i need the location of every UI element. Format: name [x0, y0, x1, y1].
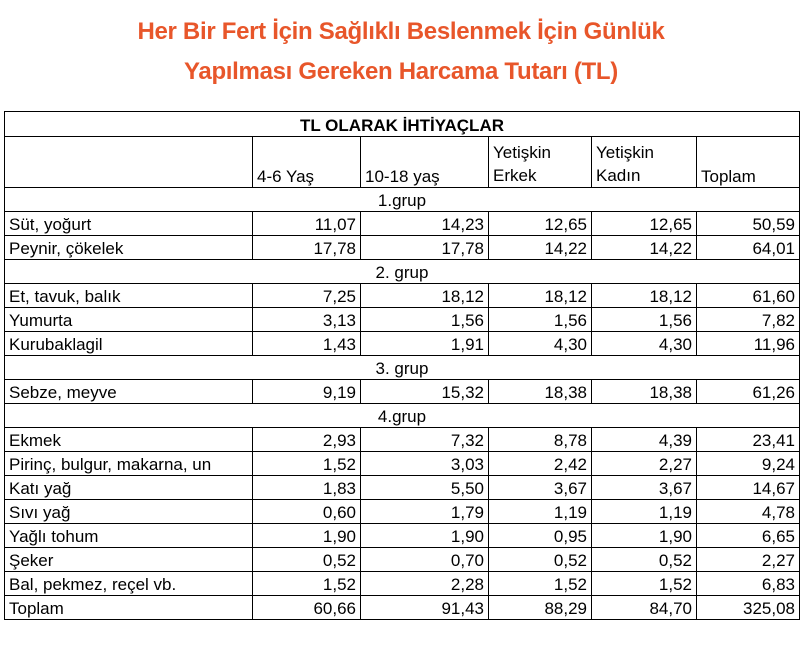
- row-value-cell: 6,65: [697, 524, 800, 548]
- column-header-yetiskin-kadin: [592, 137, 697, 188]
- total-value-cell: 84,70: [592, 596, 697, 620]
- row-value-cell: 1,56: [361, 308, 489, 332]
- row-value-cell: 18,38: [592, 380, 697, 404]
- row-value-cell: 18,38: [489, 380, 592, 404]
- row-value-cell: 1,56: [489, 308, 592, 332]
- row-item-name: Süt, yoğurt: [5, 212, 253, 236]
- column-header-line: Yetişkin: [493, 143, 551, 162]
- group-header-row: [5, 404, 800, 428]
- row-item-name: Şeker: [5, 548, 253, 572]
- row-value-cell: 6,83: [697, 572, 800, 596]
- column-header-line: Erkek: [493, 166, 537, 185]
- group-label: 1.grup: [5, 188, 800, 212]
- row-value-cell: 1,56: [592, 308, 697, 332]
- row-value-cell: 11,96: [697, 332, 800, 356]
- table-row: [5, 380, 800, 404]
- group-label: 4.grup: [5, 404, 800, 428]
- column-header-4-6-yas: 4-6 Yaş: [253, 137, 361, 188]
- row-value-cell: 4,78: [697, 500, 800, 524]
- group-header-row: [5, 356, 800, 380]
- row-value-cell: 3,03: [361, 452, 489, 476]
- group-label: 3. grup: [5, 356, 800, 380]
- row-value-cell: 9,19: [253, 380, 361, 404]
- row-value-cell: 1,83: [253, 476, 361, 500]
- row-value-cell: 3,13: [253, 308, 361, 332]
- row-item-name: Ekmek: [5, 428, 253, 452]
- row-item-name: Yağlı tohum: [5, 524, 253, 548]
- total-value-cell: 60,66: [253, 596, 361, 620]
- row-value-cell: 0,52: [253, 548, 361, 572]
- row-value-cell: 1,19: [489, 500, 592, 524]
- table-row: [5, 308, 800, 332]
- table-row: [5, 548, 800, 572]
- row-value-cell: 17,78: [361, 236, 489, 260]
- row-value-cell: 0,52: [489, 548, 592, 572]
- row-value-cell: 14,22: [592, 236, 697, 260]
- page-title-line-2: Yapılması Gereken Harcama Tutarı (TL): [184, 58, 618, 85]
- table-row: [5, 476, 800, 500]
- row-value-cell: 14,67: [697, 476, 800, 500]
- row-value-cell: 18,12: [489, 284, 592, 308]
- table-row: [5, 452, 800, 476]
- row-item-name: Bal, pekmez, reçel vb.: [5, 572, 253, 596]
- expense-table: [4, 111, 800, 620]
- row-item-name: Et, tavuk, balık: [5, 284, 253, 308]
- row-value-cell: 0,60: [253, 500, 361, 524]
- row-value-cell: 4,30: [489, 332, 592, 356]
- row-value-cell: 12,65: [592, 212, 697, 236]
- row-value-cell: 0,70: [361, 548, 489, 572]
- row-value-cell: 3,67: [489, 476, 592, 500]
- row-value-cell: 5,50: [361, 476, 489, 500]
- column-header-yetiskin-erkek: [489, 137, 592, 188]
- row-value-cell: 12,65: [489, 212, 592, 236]
- total-value-cell: 88,29: [489, 596, 592, 620]
- row-value-cell: 2,42: [489, 452, 592, 476]
- row-item-name: Katı yağ: [5, 476, 253, 500]
- row-value-cell: 1,19: [592, 500, 697, 524]
- total-row: [5, 596, 800, 620]
- column-header-toplam: Toplam: [697, 137, 800, 188]
- row-value-cell: 18,12: [592, 284, 697, 308]
- row-item-name: Pirinç, bulgur, makarna, un: [5, 452, 253, 476]
- column-header-10-18-yas: 10-18 yaş: [361, 137, 489, 188]
- table-row: [5, 500, 800, 524]
- table-row: [5, 284, 800, 308]
- table-row: [5, 236, 800, 260]
- row-value-cell: 61,26: [697, 380, 800, 404]
- row-value-cell: 14,23: [361, 212, 489, 236]
- row-value-cell: 50,59: [697, 212, 800, 236]
- row-value-cell: 7,25: [253, 284, 361, 308]
- column-header-item: [5, 137, 253, 188]
- column-header-row: [5, 137, 800, 188]
- row-value-cell: 0,95: [489, 524, 592, 548]
- row-value-cell: 1,90: [592, 524, 697, 548]
- row-value-cell: 1,90: [361, 524, 489, 548]
- total-label: Toplam: [5, 596, 253, 620]
- table-row: [5, 572, 800, 596]
- row-value-cell: 1,52: [592, 572, 697, 596]
- row-value-cell: 2,28: [361, 572, 489, 596]
- row-value-cell: 14,22: [489, 236, 592, 260]
- table-row: [5, 524, 800, 548]
- row-item-name: Sıvı yağ: [5, 500, 253, 524]
- row-value-cell: 1,79: [361, 500, 489, 524]
- row-value-cell: 2,27: [697, 548, 800, 572]
- table-row: [5, 212, 800, 236]
- row-value-cell: 11,07: [253, 212, 361, 236]
- row-item-name: Peynir, çökelek: [5, 236, 253, 260]
- row-value-cell: 1,52: [253, 572, 361, 596]
- column-header-line: Yetişkin: [596, 143, 654, 162]
- row-value-cell: 1,90: [253, 524, 361, 548]
- row-value-cell: 1,52: [489, 572, 592, 596]
- page-title-line-1: Her Bir Fert İçin Sağlıklı Beslenmek İçin Günlük: [137, 18, 665, 45]
- row-value-cell: 2,27: [592, 452, 697, 476]
- group-header-row: [5, 260, 800, 284]
- total-value-cell: 91,43: [361, 596, 489, 620]
- row-value-cell: 1,52: [253, 452, 361, 476]
- table-row: [5, 332, 800, 356]
- row-value-cell: 64,01: [697, 236, 800, 260]
- row-value-cell: 4,30: [592, 332, 697, 356]
- row-value-cell: 2,93: [253, 428, 361, 452]
- group-label: 2. grup: [5, 260, 800, 284]
- row-value-cell: 9,24: [697, 452, 800, 476]
- row-value-cell: 23,41: [697, 428, 800, 452]
- table-main-header: TL OLARAK İHTİYAÇLAR: [5, 112, 800, 137]
- column-header-line: Kadın: [596, 166, 641, 185]
- row-value-cell: 7,32: [361, 428, 489, 452]
- row-value-cell: 4,39: [592, 428, 697, 452]
- row-value-cell: 8,78: [489, 428, 592, 452]
- table-row: [5, 428, 800, 452]
- row-value-cell: 18,12: [361, 284, 489, 308]
- row-value-cell: 3,67: [592, 476, 697, 500]
- row-item-name: Kurubaklagil: [5, 332, 253, 356]
- row-value-cell: 1,43: [253, 332, 361, 356]
- row-value-cell: 0,52: [592, 548, 697, 572]
- row-value-cell: 17,78: [253, 236, 361, 260]
- row-item-name: Sebze, meyve: [5, 380, 253, 404]
- row-value-cell: 61,60: [697, 284, 800, 308]
- row-value-cell: 15,32: [361, 380, 489, 404]
- row-value-cell: 7,82: [697, 308, 800, 332]
- row-item-name: Yumurta: [5, 308, 253, 332]
- row-value-cell: 1,91: [361, 332, 489, 356]
- group-header-row: [5, 188, 800, 212]
- total-value-cell: 325,08: [697, 596, 800, 620]
